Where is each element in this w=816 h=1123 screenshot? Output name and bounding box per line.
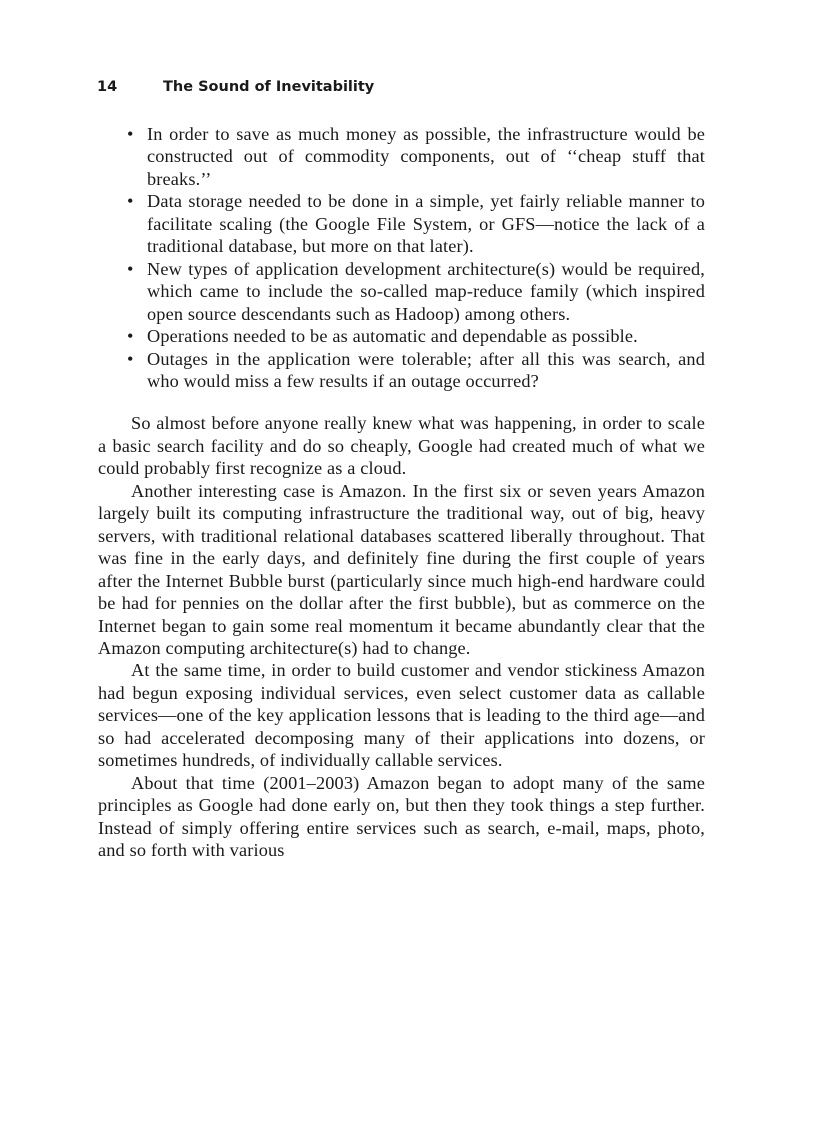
list-item-text: In order to save as much money as possible, the infrastructure would be constructed out of commodity components, out of ‘‘cheap stuff that breaks.’’ [147,124,705,189]
list-item [127,190,705,257]
body-text [98,123,705,862]
list-item [127,325,705,347]
bullet-icon: • [127,326,134,347]
page-number: 14 [97,79,118,95]
bullet-icon: • [127,258,134,279]
list-item-text: New types of application development architecture(s) would be required, which came to include the so-called map-reduce family (which inspired open source descendants such as Hadoop) among others. [147,258,705,324]
paragraph: So almost before anyone really knew what was happening, in order to scale a basic search facility and do so cheaply, Google had created much of what we could probably first recognize as a cloud. [98,413,705,479]
list-item [127,258,705,325]
list-item-text: Data storage needed to be done in a simple, yet fairly reliable manner to facilitate scaling (the Google File System, or GFS—notice the lack of a traditional database, but more on that later). [147,191,705,257]
list-item [127,348,705,393]
bullet-icon: • [127,124,134,144]
bullet-icon: • [127,348,134,369]
bullet-list [127,123,705,392]
running-head [97,78,374,96]
list-item-text: Outages in the application were tolerable; after all this was search, and who would miss a few results if an outage occurred? [147,348,705,391]
list-item-text: Operations needed to be as automatic and dependable as possible. [147,326,638,347]
bullet-icon: • [127,191,134,212]
chapter-title: The Sound of Inevitability [163,79,375,95]
paragraph: At the same time, in order to build customer and vendor stickiness Amazon had begun exposing individual services, even select customer data as callable services—one of the key application lessons that is leading to the third age—and so had accelerated decomposing many of their applications into dozens, or sometimes hundreds, of individually callable services. [98,660,705,771]
paragraphs [98,412,705,861]
paragraph: About that time (2001–2003) Amazon began to adopt many of the same principles as Google had done early on, but then they took things a step further. Instead of simply offering entire services such as search, e-mail, maps, photo, and so forth with various [98,772,705,861]
paragraph: Another interesting case is Amazon. In the first six or seven years Amazon largely built its computing infrastructure the traditional way, out of big, heavy servers, with traditional relational databases scattered liberally throughout. That was fine in the early days, and definitely fine during the first couple of years after the Internet Bubble burst (particularly since much high-end hardware could be had for pennies on the dollar after the first bubble), but as commerce on the Internet began to gain some real momentum it became abundantly clear that the Amazon computing architecture(s) had to change. [98,480,705,658]
list-item [127,123,705,190]
